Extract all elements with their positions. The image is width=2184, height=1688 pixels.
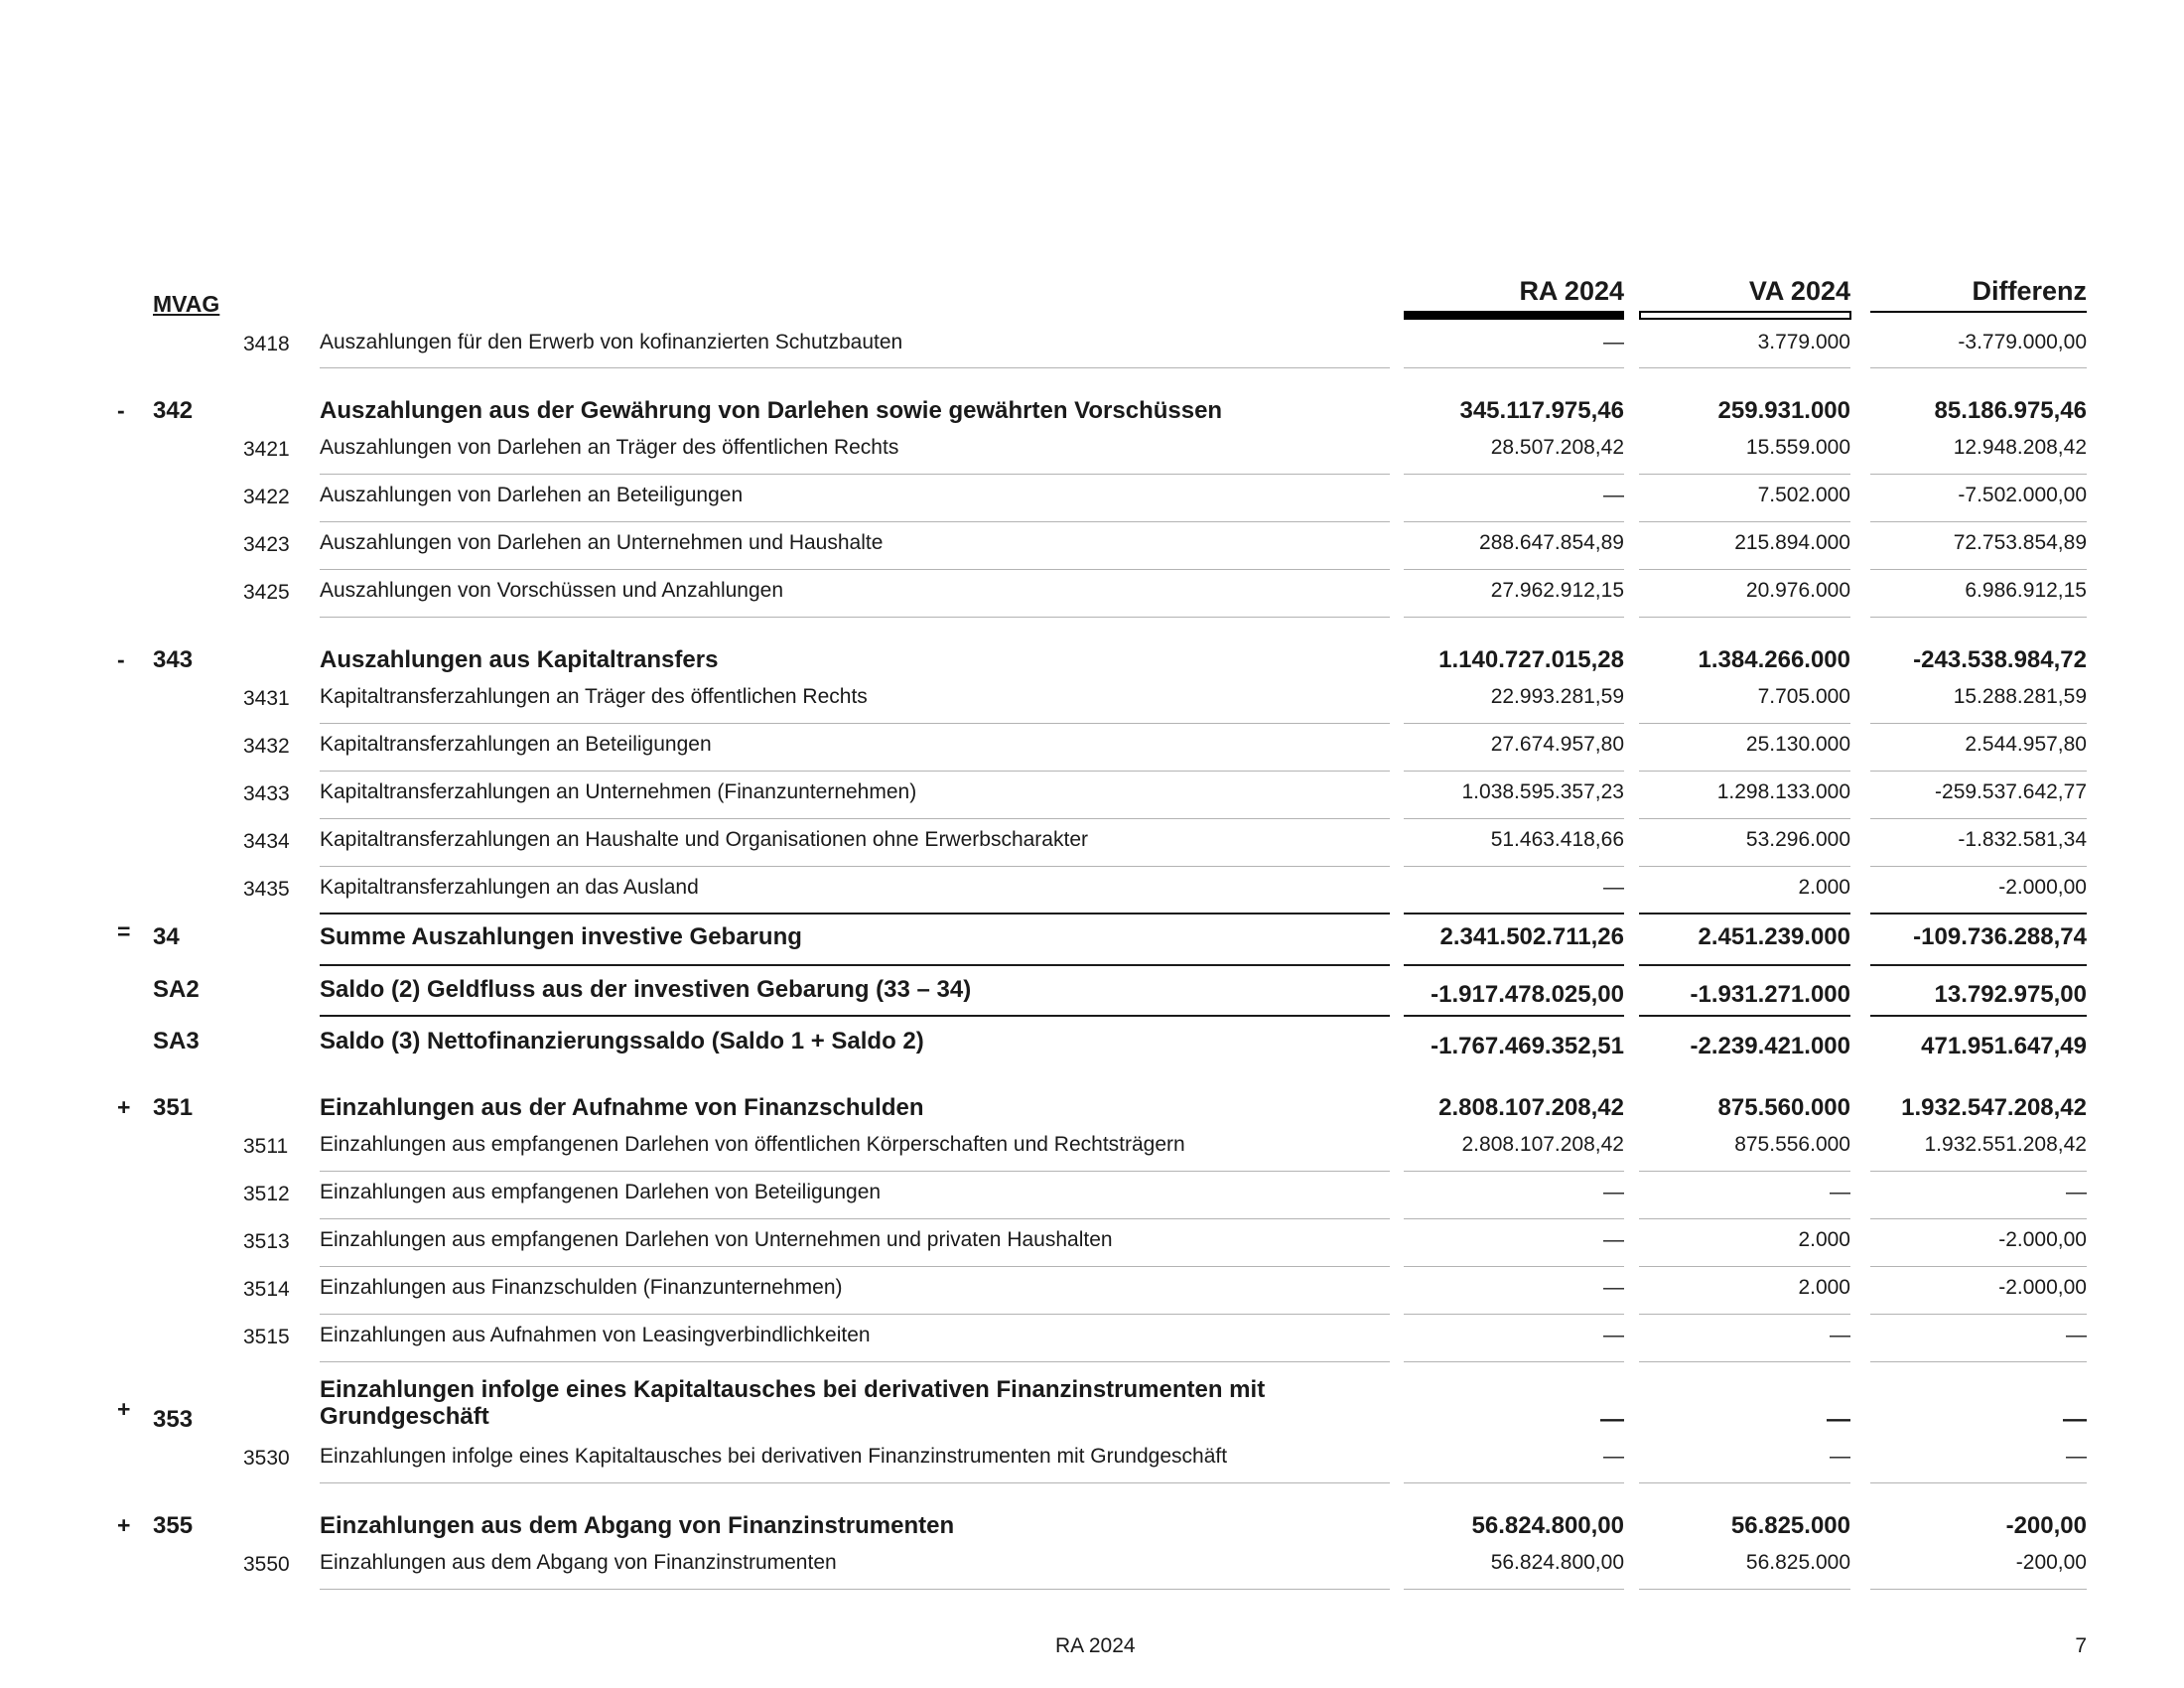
value-diff: -200,00 (2005, 1512, 2087, 1539)
col-header-ra: RA 2024 (1519, 276, 1624, 306)
row-rule-ra (1404, 1314, 1624, 1315)
value-va: 875.560.000 (1717, 1094, 1850, 1121)
value-ra: 27.674.957,80 (1490, 733, 1624, 756)
row-description: Auszahlungen von Darlehen an Träger des öffentlichen Rechts (320, 436, 899, 459)
row-rule-desc (320, 1266, 1390, 1267)
value-ra: — (1600, 1406, 1624, 1433)
row-description: Kapitaltransferzahlungen an Beteiligungen (320, 733, 712, 756)
row-rule-diff (1870, 771, 2087, 772)
value-ra: 51.463.418,66 (1490, 828, 1624, 851)
row-rule-desc (320, 964, 1390, 966)
col-header-va: VA 2024 (1748, 276, 1850, 306)
value-diff: -2.000,00 (1998, 1276, 2087, 1299)
row-code: SA2 (153, 976, 200, 1003)
row-rule-desc (320, 521, 1390, 522)
value-ra: 345.117.975,46 (1459, 397, 1624, 424)
row-rule-desc (320, 818, 1390, 819)
row-rule-va (1639, 723, 1850, 724)
row-rule-desc (320, 1171, 1390, 1172)
va-header-bar (1639, 311, 1851, 320)
value-diff: -243.538.984,72 (1913, 646, 2087, 673)
row-rule-desc (320, 866, 1390, 867)
row-sign: + (117, 1512, 131, 1538)
row-rule-diff (1870, 1218, 2087, 1219)
row-rule-desc (320, 367, 1390, 368)
row-subcode: 3431 (243, 687, 290, 710)
row-code: 355 (153, 1512, 194, 1539)
value-ra: 2.341.502.711,26 (1439, 923, 1624, 950)
row-rule-diff (1870, 1361, 2087, 1362)
row-code: 343 (153, 646, 194, 673)
row-sign: - (117, 646, 125, 672)
value-diff: -2.000,00 (1998, 876, 2087, 899)
row-subcode: 3514 (243, 1278, 290, 1301)
value-diff: -3.779.000,00 (1958, 331, 2087, 353)
row-rule-diff (1870, 866, 2087, 867)
row-rule-ra (1404, 771, 1624, 772)
value-va: 215.894.000 (1734, 531, 1850, 554)
row-rule-diff (1870, 569, 2087, 570)
row-subcode: 3433 (243, 782, 290, 805)
value-diff: -259.537.642,77 (1935, 780, 2087, 803)
row-description: Auszahlungen aus der Gewährung von Darlehen sowie gewährten Vorschüssen (320, 397, 1223, 424)
row-sign: = (117, 918, 131, 944)
row-subcode: 3432 (243, 735, 290, 758)
row-code: 342 (153, 397, 194, 424)
row-rule-va (1639, 964, 1850, 966)
row-rule-ra (1404, 569, 1624, 570)
row-description: Einzahlungen infolge eines Kapitaltausches bei derivativen Finanzinstrumenten mit (320, 1376, 1266, 1403)
row-rule-diff (1870, 474, 2087, 475)
value-ra: 2.808.107.208,42 (1438, 1094, 1624, 1121)
row-rule-desc (320, 1218, 1390, 1219)
row-rule-diff (1870, 1015, 2087, 1017)
row-subcode: 3511 (243, 1135, 289, 1158)
value-ra: 22.993.281,59 (1490, 685, 1624, 708)
value-va: 875.556.000 (1734, 1133, 1850, 1156)
value-ra: 27.962.912,15 (1490, 579, 1624, 602)
row-rule-diff (1870, 617, 2087, 618)
row-rule-diff (1870, 1314, 2087, 1315)
row-description: Summe Auszahlungen investive Gebarung (320, 923, 802, 950)
value-ra: — (1603, 484, 1624, 506)
row-rule-desc (320, 1015, 1390, 1017)
value-ra: — (1603, 1276, 1624, 1299)
row-rule-diff (1870, 1589, 2087, 1590)
row-subcode: 3434 (243, 830, 290, 853)
row-rule-va (1639, 1218, 1850, 1219)
row-description: Einzahlungen aus der Aufnahme von Finanzschulden (320, 1094, 924, 1121)
value-diff: 13.792.975,00 (1934, 981, 2087, 1008)
row-sign: - (117, 397, 125, 423)
row-rule-va (1639, 1361, 1850, 1362)
value-va: 53.296.000 (1745, 828, 1850, 851)
row-rule-ra (1404, 1482, 1624, 1483)
row-rule-ra (1404, 1589, 1624, 1590)
value-va: 259.931.000 (1717, 397, 1850, 424)
row-subcode: 3530 (243, 1447, 290, 1470)
row-rule-va (1639, 1171, 1850, 1172)
row-rule-desc (320, 723, 1390, 724)
row-rule-desc (320, 474, 1390, 475)
row-rule-diff (1870, 1171, 2087, 1172)
value-va: 1.384.266.000 (1698, 646, 1850, 673)
row-rule-ra (1404, 723, 1624, 724)
value-va: 20.976.000 (1745, 579, 1850, 602)
row-rule-va (1639, 1589, 1850, 1590)
ra-header-bar (1404, 311, 1624, 320)
row-description-cont: Grundgeschäft (320, 1403, 489, 1430)
value-diff: 15.288.281,59 (1953, 685, 2087, 708)
value-diff: 12.948.208,42 (1953, 436, 2087, 459)
value-ra: — (1603, 1181, 1624, 1203)
value-va: — (1830, 1324, 1850, 1346)
sum-top-rule (1639, 913, 1850, 914)
value-va: — (1827, 1406, 1850, 1433)
value-ra: — (1603, 876, 1624, 899)
row-rule-ra (1404, 1015, 1624, 1017)
row-description: Auszahlungen aus Kapitaltransfers (320, 646, 719, 673)
row-description: Auszahlungen für den Erwerb von kofinanzierten Schutzbauten (320, 331, 903, 353)
value-ra: 288.647.854,89 (1479, 531, 1624, 554)
col-header-diff: Differenz (1972, 276, 2087, 306)
row-rule-va (1639, 474, 1850, 475)
row-sign: + (117, 1094, 131, 1120)
row-description: Einzahlungen aus dem Abgang von Finanzinstrumenten (320, 1551, 837, 1574)
row-description: Einzahlungen aus Aufnahmen von Leasingverbindlichkeiten (320, 1324, 871, 1346)
diff-header-line (1870, 311, 2087, 313)
row-description: Auszahlungen von Vorschüssen und Anzahlungen (320, 579, 784, 602)
row-rule-desc (320, 1361, 1390, 1362)
row-description: Einzahlungen aus Finanzschulden (Finanzunternehmen) (320, 1276, 843, 1299)
value-diff: — (2066, 1181, 2087, 1203)
value-ra: 28.507.208,42 (1490, 436, 1624, 459)
value-va: 25.130.000 (1745, 733, 1850, 756)
row-description: Kapitaltransferzahlungen an Unternehmen (Finanzunternehmen) (320, 780, 917, 803)
row-rule-va (1639, 521, 1850, 522)
row-subcode: 3550 (243, 1553, 290, 1576)
row-rule-diff (1870, 964, 2087, 966)
row-rule-ra (1404, 367, 1624, 368)
row-rule-ra (1404, 1171, 1624, 1172)
row-rule-diff (1870, 521, 2087, 522)
row-rule-va (1639, 1314, 1850, 1315)
row-description: Saldo (3) Nettofinanzierungssaldo (Saldo 1 + Saldo 2) (320, 1028, 924, 1055)
value-va: 7.705.000 (1757, 685, 1850, 708)
row-rule-diff (1870, 1266, 2087, 1267)
value-diff: — (2063, 1406, 2087, 1433)
row-description: Einzahlungen aus empfangenen Darlehen von Unternehmen und privaten Haushalten (320, 1228, 1113, 1251)
row-rule-ra (1404, 617, 1624, 618)
row-code: 34 (153, 923, 180, 950)
value-diff: 1.932.551.208,42 (1924, 1133, 2087, 1156)
sum-top-rule (320, 913, 1390, 914)
value-ra: 1.038.595.357,23 (1461, 780, 1624, 803)
row-rule-desc (320, 1314, 1390, 1315)
row-rule-ra (1404, 964, 1624, 966)
row-rule-diff (1870, 818, 2087, 819)
row-rule-ra (1404, 1266, 1624, 1267)
row-subcode: 3435 (243, 878, 290, 901)
value-va: 2.451.239.000 (1698, 923, 1850, 950)
row-rule-va (1639, 1015, 1850, 1017)
value-diff: 85.186.975,46 (1934, 397, 2087, 424)
value-ra: — (1603, 1445, 1624, 1468)
row-rule-diff (1870, 1482, 2087, 1483)
footer-title: RA 2024 (1055, 1634, 1136, 1657)
value-va: 56.825.000 (1730, 1512, 1850, 1539)
value-ra: — (1603, 1324, 1624, 1346)
row-subcode: 3421 (243, 438, 290, 461)
row-rule-diff (1870, 723, 2087, 724)
row-description: Einzahlungen aus empfangenen Darlehen von Beteiligungen (320, 1181, 882, 1203)
row-subcode: 3425 (243, 581, 290, 604)
value-va: — (1830, 1181, 1850, 1203)
value-ra: — (1603, 1228, 1624, 1251)
row-rule-desc (320, 1482, 1390, 1483)
value-diff: -7.502.000,00 (1958, 484, 2087, 506)
mvag-header: MVAG (153, 291, 220, 317)
row-sign: + (117, 1396, 131, 1422)
row-subcode: 3515 (243, 1326, 290, 1348)
value-ra: — (1603, 331, 1624, 353)
row-rule-diff (1870, 367, 2087, 368)
row-subcode: 3513 (243, 1230, 290, 1253)
row-rule-va (1639, 1266, 1850, 1267)
row-description: Einzahlungen infolge eines Kapitaltausches bei derivativen Finanzinstrumenten mit Grundgeschäft (320, 1445, 1228, 1468)
row-rule-ra (1404, 1361, 1624, 1362)
value-diff: -2.000,00 (1998, 1228, 2087, 1251)
value-va: 2.000 (1798, 1276, 1850, 1299)
value-va: — (1830, 1445, 1850, 1468)
row-rule-va (1639, 1482, 1850, 1483)
row-rule-va (1639, 866, 1850, 867)
value-diff: 72.753.854,89 (1953, 531, 2087, 554)
row-description: Auszahlungen von Darlehen an Beteiligungen (320, 484, 744, 506)
value-diff: — (2066, 1324, 2087, 1346)
row-rule-va (1639, 771, 1850, 772)
value-diff: 471.951.647,49 (1921, 1033, 2087, 1059)
value-va: 56.825.000 (1745, 1551, 1850, 1574)
value-diff: 6.986.912,15 (1965, 579, 2087, 602)
row-rule-va (1639, 617, 1850, 618)
value-va: 1.298.133.000 (1716, 780, 1850, 803)
row-rule-ra (1404, 521, 1624, 522)
row-code: 353 (153, 1406, 194, 1433)
value-diff: 1.932.547.208,42 (1901, 1094, 2087, 1121)
value-va: 2.000 (1798, 876, 1850, 899)
value-diff: 2.544.957,80 (1965, 733, 2087, 756)
row-description: Auszahlungen von Darlehen an Unternehmen und Haushalte (320, 531, 884, 554)
row-description: Einzahlungen aus dem Abgang von Finanzinstrumenten (320, 1512, 955, 1539)
row-rule-desc (320, 569, 1390, 570)
row-rule-va (1639, 367, 1850, 368)
row-description: Kapitaltransferzahlungen an das Ausland (320, 876, 699, 899)
value-ra: -1.767.469.352,51 (1431, 1033, 1624, 1059)
value-diff: — (2066, 1445, 2087, 1468)
value-va: 2.000 (1798, 1228, 1850, 1251)
row-rule-ra (1404, 474, 1624, 475)
row-code: 351 (153, 1094, 194, 1121)
value-diff: -1.832.581,34 (1958, 828, 2087, 851)
value-ra: 56.824.800,00 (1490, 1551, 1624, 1574)
row-code: SA3 (153, 1028, 200, 1055)
row-description: Einzahlungen aus empfangenen Darlehen von öffentlichen Körperschaften und Rechtsträgern (320, 1133, 1185, 1156)
value-diff: -200,00 (2015, 1551, 2087, 1574)
value-diff: -109.736.288,74 (1913, 923, 2087, 950)
row-rule-ra (1404, 818, 1624, 819)
value-va: 3.779.000 (1757, 331, 1850, 353)
value-va: 7.502.000 (1757, 484, 1850, 506)
value-ra: 1.140.727.015,28 (1438, 646, 1624, 673)
row-rule-va (1639, 569, 1850, 570)
row-rule-desc (320, 617, 1390, 618)
row-subcode: 3422 (243, 486, 290, 508)
row-rule-desc (320, 1589, 1390, 1590)
value-ra: 2.808.107.208,42 (1461, 1133, 1624, 1156)
row-description: Saldo (2) Geldfluss aus der investiven Gebarung (33 – 34) (320, 976, 972, 1003)
page-number: 7 (2075, 1634, 2087, 1657)
value-va: -1.931.271.000 (1690, 981, 1850, 1008)
value-ra: 56.824.800,00 (1471, 1512, 1624, 1539)
sum-top-rule (1404, 913, 1624, 914)
row-rule-ra (1404, 1218, 1624, 1219)
row-rule-ra (1404, 866, 1624, 867)
value-va: 15.559.000 (1745, 436, 1850, 459)
row-subcode: 3423 (243, 533, 290, 556)
row-rule-va (1639, 818, 1850, 819)
row-description: Kapitaltransferzahlungen an Träger des öffentlichen Rechts (320, 685, 868, 708)
row-rule-desc (320, 771, 1390, 772)
value-ra: -1.917.478.025,00 (1431, 981, 1624, 1008)
row-subcode: 3418 (243, 333, 290, 355)
row-description: Kapitaltransferzahlungen an Haushalte und Organisationen ohne Erwerbscharakter (320, 828, 1088, 851)
value-va: -2.239.421.000 (1690, 1033, 1850, 1059)
row-subcode: 3512 (243, 1183, 290, 1205)
sum-top-rule (1870, 913, 2087, 914)
